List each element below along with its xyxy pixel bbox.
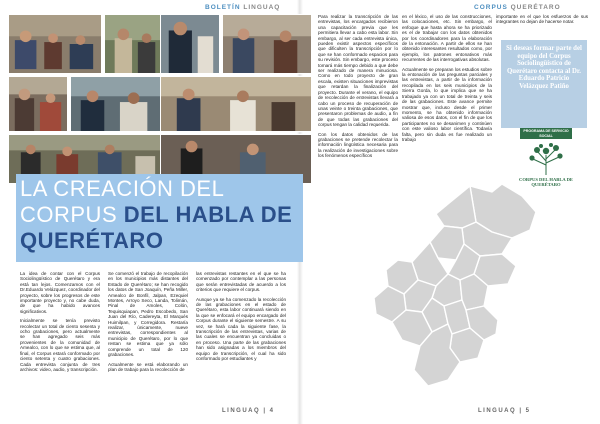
header-text: LINGUAQ <box>243 4 281 11</box>
paragraph: La idea de contar con el Corpus Sociolingüístico de Querétaro y era está tan lejos. Comenzamos con el Dr.Eduardo Velázquez, coordinador del proyecto, sobre los progresos de este importante proyecto y, no cabe duda, de que ha habido avances significativos. <box>20 271 100 314</box>
title-line-bold: QUERÉTARO <box>20 228 164 253</box>
title-segment-bold: DE <box>254 202 293 227</box>
body-column-6 <box>496 14 588 29</box>
page-header-right <box>474 4 561 11</box>
body-column-4 <box>318 14 398 163</box>
interview-photo <box>8 14 102 74</box>
paragraph: Aunque ya se ha comenzado la recolección de las grabaciones en el estado de Querétaro, esta labor continuará siendo en la que se enfocará el equipo encargado del Corpus durante el siguiente semestre. A su vez, se hará cada la siguiente fase, la transcripción de las entrevistas, varias de las cuales se encuentran ya concluidas o en proceso. Una parte de las grabaciones han sido asignadas a los miembros del equipo de transcripción, el cual ha sido conformado por estudiantes y <box>196 296 286 362</box>
paragraph: Con los datos obtenidos de las grabaciones se pretende recolectar la información lingüística necesaria para la realización de investigaciones sobre los fenómenos específicos <box>318 131 398 159</box>
article-title <box>20 176 310 254</box>
body-column-1 <box>20 271 100 376</box>
page-footer-left: LINGUAQ | 4 <box>222 408 275 414</box>
interview-photo <box>222 14 312 74</box>
photo-collage-right <box>160 14 312 170</box>
paragraph: Inicialmente se tenía previsto recolectar un total de ciento sesenta y ocho grabaciones, pero actualmente se han agregado seis más provenientes de la comunidad de Amealco, con lo que se estima que, al final, el Corpus estará conformado por ciento setenta y cuatro grabaciones. Cada entrevista conjunta de tres archivos: video, audio, y transcripción. <box>20 318 100 372</box>
queretaro-map-icon <box>352 182 552 392</box>
interview-photo <box>104 14 164 74</box>
interview-photo <box>160 76 312 132</box>
paragraph: Se comenzó el trabajo de recopilación en los municipios más distantes del Estado de Querétaro; se han recogido los datos de San Joaquín, Peña Miller, Amealco de Bonfil, Jalpan, Ezequiel Montes, Arroyo Seco, Landa, Tolimán, Pinal de Amoles, Colón, Tequisquiapan, Pedro Escobedo, San Juan del Río, Cadereyta, El Marqués Huimilpan, y Corregidora. Restaría realizar, únicamente, nueve entrevistas, correspondientes al municipio de Querétaro, por lo que restan se estima que ya sólo comprende un total de 120 grabaciones. <box>108 271 188 358</box>
paragraph: las entrevistas restantes en el que se ha comenzado por contemplar a las personas que serán entrevistadas de acuerdo a los criterios que requiere el corpus. <box>196 271 286 293</box>
paragraph: Para realizar la transcripción de las entrevistas, los encargados recibieron una capacitación previa que les permitiera llevar a cabo esta labor. Sin embargo, al ser cada entrevista única, pueden existir aspectos específicos que dificulten la transcripción por lo que se han conformado espacios para su revisión. Sin embargo, este proceso tomará más tiempo debido a que debe ser realizado de manera minuciosa. Como en todo proyecto de gran escala, existen situaciones imprevistas que retardan la finalización del proyecto. Durante el verano, el equipo de recolección de entrevistas llevará a cabo un proceso de recuperación de unas veinte o treinta grabaciones, que presentaron problemas de audio, a fin de que todas las grabaciones del corpus tengan la calidad requerida. <box>318 14 398 128</box>
paragraph: importante en el que los esfuerzos de sus integrantes no dejan de hacerse notar. <box>496 14 588 25</box>
logo-banner: PROGRAMA DE SERVICIO SOCIAL <box>520 128 572 139</box>
page-footer-right: LINGUAQ | 5 <box>478 408 531 414</box>
body-column-5 <box>402 14 492 146</box>
logo-caption: CORPUS DEL HABLA DE QUERÉTARO <box>519 177 573 188</box>
paragraph: Actualmente se está elaborando un plan de trabajo para la recolección de <box>108 361 188 372</box>
body-column-2 <box>108 271 188 376</box>
paragraph: Actualmente se preparan los estudios sobre la entonación de las preguntas parciales y las entrevistas, a partir de la información recopilada en los seis municipios de la Sierra Gorda, lo que implica que se ha trabajado ya con un total de treinta y seis de las grabaciones. Este avance permite mostrar que, incluso desde el primer momento, se ha obtenido información valiosa de esos datos, con el fin de que los participantes no se desanimen y continúen con este valioso labor científica. Todavía falta, pero sin duda es fue realizado un trabajo <box>402 66 492 142</box>
header-text: QUERÉTARO <box>510 4 561 11</box>
body-column-3 <box>196 271 286 366</box>
interview-photo <box>8 76 68 132</box>
interview-photo <box>160 14 220 74</box>
interview-photo <box>70 76 164 132</box>
callout-text: Si deseas formar parte del equipo del Corpus Sociolingüístico de Querétaro contacta al Dr. Eduardo Patricio Velázquez Patiño <box>506 45 582 90</box>
photo-collage-left <box>8 14 158 170</box>
header-accent: BOLETÍN <box>205 4 241 11</box>
header-accent: CORPUS <box>474 4 508 11</box>
paragraph: en el léxico, el uso de las construcciones, las colocaciones, etc. Sin embargo, el enfoque que hasta ahora se ha priorizado es el de trabajar con los datos obtenidos por los coordinadores para la elaboración de la entonación. A partir de ellos se han obtenido interesantes resultados como, por ejemplo, los patrones entonativos más recurrentes de las interrogativas absolutas. <box>402 14 492 63</box>
tree-emblem-icon <box>523 141 569 175</box>
page-header-left <box>205 4 280 11</box>
title-segment-bold: DEL HABLA <box>123 202 255 227</box>
title-line: LA CREACIÓN DEL <box>20 176 225 201</box>
title-segment: CORPUS <box>20 202 124 227</box>
